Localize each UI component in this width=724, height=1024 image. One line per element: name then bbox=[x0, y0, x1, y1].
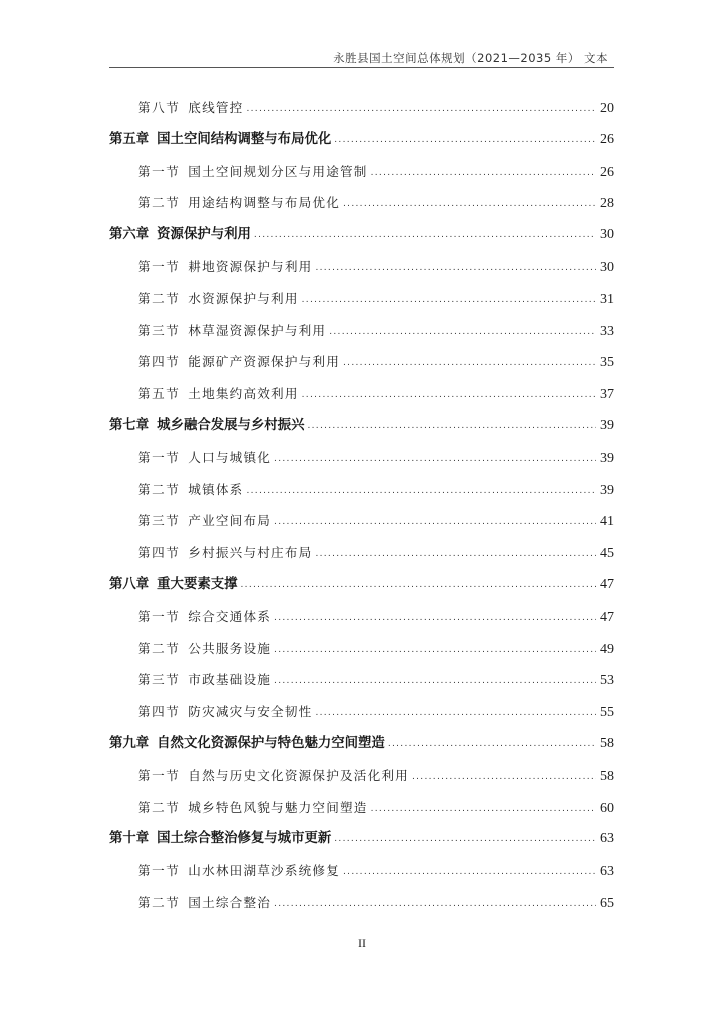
dot-leader bbox=[371, 799, 596, 819]
dot-leader bbox=[334, 130, 596, 150]
section-title: 水资源保护与利用 bbox=[188, 290, 299, 306]
dot-leader bbox=[329, 322, 596, 342]
section-title: 人口与城镇化 bbox=[188, 449, 272, 465]
section-title: 底线管控 bbox=[188, 100, 244, 115]
toc-page-number: 49 bbox=[600, 641, 614, 657]
toc-page-number: 30 bbox=[600, 259, 614, 275]
toc-entry-label bbox=[138, 607, 271, 627]
chapter-title: 城乡融合发展与乡村振兴 bbox=[157, 417, 305, 433]
header-rule bbox=[109, 67, 614, 68]
section-title: 乡村振兴与村庄布局 bbox=[188, 545, 313, 561]
section-title: 公共服务设施 bbox=[188, 640, 272, 656]
toc-section-entry[interactable] bbox=[109, 352, 614, 384]
toc-section-entry[interactable] bbox=[109, 543, 614, 575]
chapter-title: 国土综合整治修复与城市更新 bbox=[157, 831, 332, 847]
dot-leader bbox=[343, 862, 596, 882]
dot-leader bbox=[274, 608, 596, 628]
chapter-number: 第十章 bbox=[109, 831, 150, 847]
toc-entry-label bbox=[109, 416, 304, 436]
chapter-number: 第七章 bbox=[109, 417, 150, 433]
toc-section-entry[interactable] bbox=[109, 448, 614, 480]
section-number: 第一节 bbox=[138, 863, 181, 879]
toc-entry-label bbox=[138, 639, 271, 659]
dot-leader bbox=[334, 829, 596, 849]
dot-leader bbox=[412, 767, 596, 787]
toc-section-entry[interactable] bbox=[109, 766, 614, 798]
dot-leader bbox=[246, 99, 596, 119]
toc-page-number: 60 bbox=[600, 800, 614, 816]
dot-leader bbox=[302, 290, 596, 310]
dot-leader bbox=[315, 258, 596, 278]
toc-section-entry[interactable] bbox=[109, 511, 614, 543]
section-number: 第一节 bbox=[138, 449, 181, 465]
dot-leader bbox=[388, 734, 596, 754]
section-title: 用途结构调整与布局优化 bbox=[188, 195, 341, 211]
chapter-title: 国土空间结构调整与布局优化 bbox=[157, 131, 332, 147]
toc-section-entry[interactable] bbox=[109, 702, 614, 734]
toc-section-entry[interactable] bbox=[109, 607, 614, 639]
section-title: 能源矿产资源保护与利用 bbox=[188, 354, 341, 370]
toc-entry-label bbox=[138, 352, 340, 372]
section-number: 第一节 bbox=[138, 767, 181, 783]
toc-entry-label bbox=[138, 861, 340, 881]
toc-page-number: 58 bbox=[600, 768, 614, 784]
toc-page-number: 30 bbox=[600, 227, 614, 243]
section-title: 综合交通体系 bbox=[188, 608, 272, 624]
section-number: 第二节 bbox=[138, 290, 181, 306]
toc-page-number: 33 bbox=[600, 323, 614, 339]
toc-entry-label bbox=[138, 766, 409, 786]
section-title: 林草湿资源保护与利用 bbox=[188, 322, 327, 338]
toc-section-entry[interactable] bbox=[109, 257, 614, 289]
section-number: 第五节 bbox=[138, 386, 181, 402]
dot-leader bbox=[343, 194, 596, 214]
section-title: 国土综合整治 bbox=[188, 894, 272, 910]
toc-page-number: 53 bbox=[600, 673, 614, 689]
dot-leader bbox=[274, 449, 596, 469]
section-number: 第二节 bbox=[138, 195, 181, 211]
section-number: 第八节 bbox=[138, 100, 181, 115]
toc-page-number: 65 bbox=[600, 895, 614, 911]
toc-chapter-entry[interactable] bbox=[109, 829, 614, 861]
section-number: 第四节 bbox=[138, 354, 181, 370]
toc-section-entry[interactable] bbox=[109, 321, 614, 353]
dot-leader bbox=[307, 416, 596, 436]
section-number: 第三节 bbox=[138, 672, 181, 688]
section-number: 第四节 bbox=[138, 704, 181, 720]
toc-entry-label bbox=[138, 511, 271, 531]
toc-entry-label bbox=[138, 543, 312, 563]
toc-entry-label bbox=[138, 289, 299, 309]
toc-entry-label bbox=[138, 670, 271, 690]
section-number: 第一节 bbox=[138, 163, 181, 179]
toc-page-number: 26 bbox=[600, 131, 614, 147]
toc-entry-label bbox=[138, 448, 271, 468]
toc-page-number: 26 bbox=[600, 164, 614, 180]
dot-leader bbox=[371, 163, 596, 183]
toc-chapter-entry[interactable] bbox=[109, 575, 614, 607]
toc-entry-label bbox=[138, 257, 312, 277]
toc-page-number: 55 bbox=[600, 705, 614, 721]
toc-section-entry[interactable] bbox=[109, 480, 614, 512]
dot-leader bbox=[343, 353, 596, 373]
toc-entry-label bbox=[138, 480, 243, 500]
toc-page-number: 31 bbox=[600, 291, 614, 307]
toc-entry-label bbox=[138, 702, 312, 722]
chapter-title: 重大要素支撑 bbox=[157, 576, 238, 592]
section-title: 土地集约高效利用 bbox=[188, 386, 299, 402]
toc-section-entry[interactable] bbox=[109, 162, 614, 194]
toc-section-entry[interactable] bbox=[109, 861, 614, 893]
toc-section-entry[interactable] bbox=[109, 670, 614, 702]
toc-page-number: 58 bbox=[600, 735, 614, 751]
toc-page-number: 45 bbox=[600, 546, 614, 562]
dot-leader bbox=[274, 671, 596, 691]
section-title: 耕地资源保护与利用 bbox=[188, 258, 313, 274]
toc-section-entry[interactable] bbox=[109, 98, 614, 130]
dot-leader bbox=[274, 512, 596, 532]
toc-entry-label bbox=[138, 321, 326, 341]
chapter-number: 第五章 bbox=[109, 131, 150, 147]
toc-page-number: 20 bbox=[600, 101, 614, 116]
section-title: 市政基础设施 bbox=[188, 672, 272, 688]
toc-entry-label bbox=[109, 829, 331, 849]
section-number: 第四节 bbox=[138, 545, 181, 561]
section-number: 第二节 bbox=[138, 640, 181, 656]
dot-leader bbox=[302, 385, 596, 405]
section-number: 第二节 bbox=[138, 799, 181, 815]
section-number: 第二节 bbox=[138, 894, 181, 910]
toc-entry-label bbox=[138, 798, 368, 818]
dot-leader bbox=[315, 544, 596, 564]
toc-page-number: 47 bbox=[600, 576, 614, 592]
toc-entry-label bbox=[109, 225, 251, 245]
section-title: 产业空间布局 bbox=[188, 513, 272, 529]
section-title: 国土空间规划分区与用途管制 bbox=[188, 163, 368, 179]
toc-page-number: 28 bbox=[600, 196, 614, 212]
toc-entry-label bbox=[109, 130, 331, 150]
chapter-number: 第六章 bbox=[109, 227, 150, 243]
toc-page-number: 35 bbox=[600, 355, 614, 371]
section-title: 城乡特色风貌与魅力空间塑造 bbox=[188, 799, 368, 815]
chapter-title: 资源保护与利用 bbox=[157, 227, 251, 243]
section-number: 第三节 bbox=[138, 322, 181, 338]
section-title: 防灾减灾与安全韧性 bbox=[188, 704, 313, 720]
dot-leader bbox=[315, 703, 596, 723]
toc-entry-label bbox=[138, 98, 243, 118]
toc-chapter-entry[interactable] bbox=[109, 225, 614, 257]
toc-page-number: 47 bbox=[600, 609, 614, 625]
toc-entry-label bbox=[138, 162, 368, 182]
page-number: II bbox=[358, 936, 366, 950]
toc-entry-label bbox=[109, 575, 238, 595]
chapter-title: 自然文化资源保护与特色魅力空间塑造 bbox=[157, 735, 385, 751]
toc-section-entry[interactable] bbox=[109, 384, 614, 416]
table-of-contents bbox=[109, 98, 614, 925]
toc-chapter-entry[interactable] bbox=[109, 734, 614, 766]
dot-leader bbox=[246, 481, 596, 501]
section-number: 第三节 bbox=[138, 513, 181, 529]
toc-page-number: 39 bbox=[600, 417, 614, 433]
chapter-number: 第九章 bbox=[109, 735, 150, 751]
section-number: 第一节 bbox=[138, 608, 181, 624]
running-header: 永胜县国土空间总体规划（2021—2035 年） 文本 bbox=[333, 51, 608, 65]
dot-leader bbox=[274, 640, 596, 660]
toc-entry-label bbox=[109, 734, 385, 754]
toc-page-number: 63 bbox=[600, 864, 614, 880]
toc-page-number: 39 bbox=[600, 482, 614, 498]
toc-page-number: 37 bbox=[600, 387, 614, 403]
section-number: 第一节 bbox=[138, 258, 181, 274]
dot-leader bbox=[274, 894, 596, 914]
section-number: 第二节 bbox=[138, 481, 181, 497]
toc-section-entry[interactable] bbox=[109, 798, 614, 830]
chapter-number: 第八章 bbox=[109, 576, 150, 592]
toc-chapter-entry[interactable] bbox=[109, 416, 614, 448]
dot-leader bbox=[254, 225, 596, 245]
section-title: 城镇体系 bbox=[188, 481, 244, 497]
toc-entry-label bbox=[138, 384, 299, 404]
toc-page-number: 39 bbox=[600, 450, 614, 466]
toc-section-entry[interactable] bbox=[109, 893, 614, 925]
toc-entry-label bbox=[138, 893, 271, 913]
toc-section-entry[interactable] bbox=[109, 193, 614, 225]
toc-section-entry[interactable] bbox=[109, 639, 614, 671]
section-title: 自然与历史文化资源保护及活化利用 bbox=[188, 767, 409, 783]
toc-page-number: 41 bbox=[600, 514, 614, 530]
section-title: 山水林田湖草沙系统修复 bbox=[188, 863, 341, 879]
toc-page-number: 63 bbox=[600, 831, 614, 847]
toc-section-entry[interactable] bbox=[109, 289, 614, 321]
toc-chapter-entry[interactable] bbox=[109, 130, 614, 162]
toc-entry-label bbox=[138, 193, 340, 213]
dot-leader bbox=[241, 575, 596, 595]
